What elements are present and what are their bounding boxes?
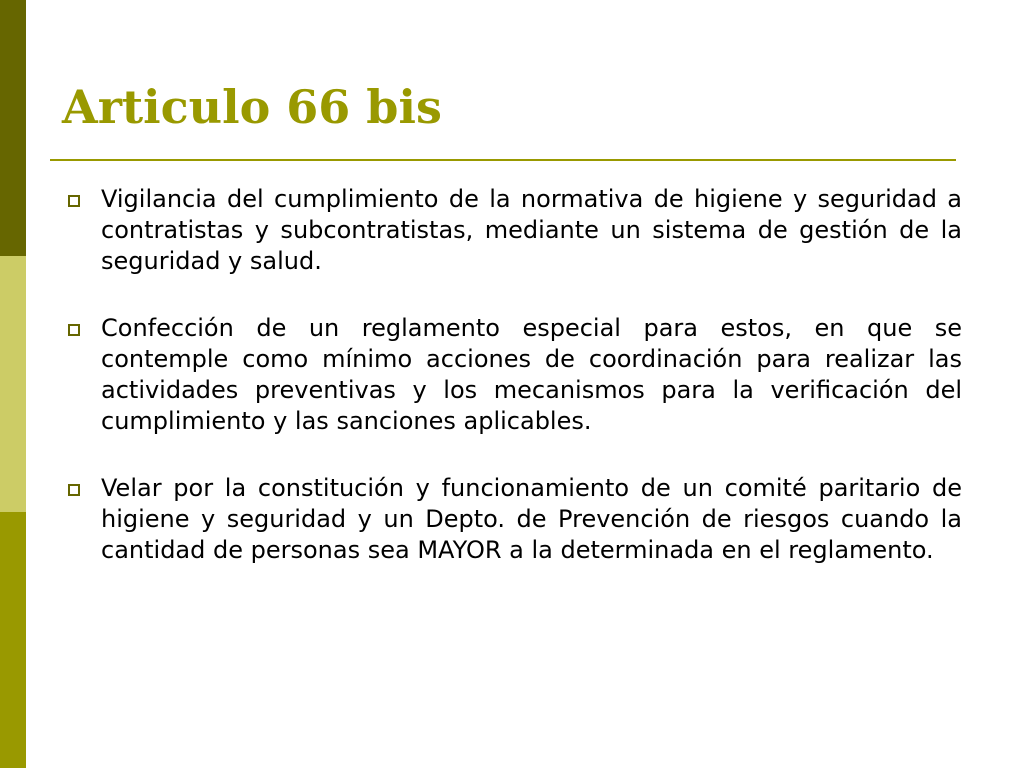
- bullet-text: Velar por la constitución y funcionamiento de un comité paritario de higiene y seguridad y un Depto. de Prevención de riesgos cuando la cantidad de personas sea MAYOR a la determinada en el reglamento.: [101, 474, 962, 564]
- side-bar-top-segment: [0, 0, 26, 256]
- hollow-square-bullet-icon: [68, 195, 80, 207]
- hollow-square-bullet-icon: [68, 484, 80, 496]
- bullet-item: [66, 313, 962, 437]
- hollow-square-bullet-icon: [68, 324, 80, 336]
- bullet-item: [66, 473, 962, 566]
- bullet-text: Vigilancia del cumplimiento de la normativa de higiene y seguridad a contratistas y subcontratistas, mediante un sistema de gestión de la seguridad y salud.: [101, 185, 962, 275]
- title-divider: [50, 159, 956, 161]
- bullet-list: [66, 184, 962, 602]
- side-bar-bottom-segment: [0, 512, 26, 768]
- slide-title: Articulo 66 bis: [62, 80, 442, 134]
- bullet-item: [66, 184, 962, 277]
- bullet-text: Confección de un reglamento especial para estos, en que se contemple como mínimo acciones de coordinación para realizar las actividades preventivas y los mecanismos para la verificación del cumplimiento y las sanciones aplicables.: [101, 314, 962, 435]
- side-bar-middle-segment: [0, 256, 26, 512]
